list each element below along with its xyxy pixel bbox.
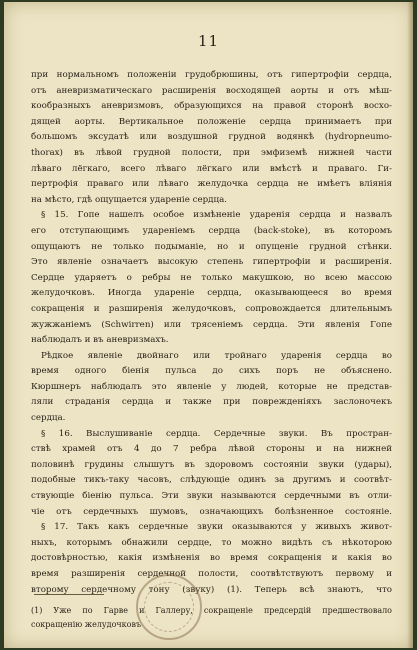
text-line: подобные тикъ-таку часовъ, слѣдующiе одинъ за другимъ и соотвѣт- <box>31 475 392 486</box>
text-line: кообразныхъ аневризмовъ, образующихся на правой сторонѣ восхо- <box>31 101 392 112</box>
footnote-line: (1) Уже по Гарве и Галлеру, сокращенiе предсердiй предшествовало <box>31 606 392 615</box>
text-line: Сердце ударяетъ о ребры не только макушкою, но всею массою <box>31 272 392 283</box>
footnotes <box>31 604 392 632</box>
document-page <box>4 2 413 648</box>
text-line: желудочковъ. Иногда удареніе сердца, оказывающееся во время <box>31 288 392 299</box>
text-line: § 15. Гопе нашелъ особое измѣненіе ударенія сердца и назвалъ <box>41 210 392 221</box>
text-line: наблюдалъ и въ аневризмахъ. <box>31 335 169 346</box>
text-line: чiе отъ сердечныхъ шумовъ, означающихъ болѣзненное состоянiе. <box>31 506 392 517</box>
text-line: ляли страданiя сердца и также при поврежденiяхъ заслоночекъ <box>31 397 392 408</box>
text-line: § 17. Такъ какъ сердечные звуки оказываются у живыхъ живот- <box>41 522 392 533</box>
text-line: Рѣдкое явленiе двойнаго или тройнаго ударенія сердца во <box>41 350 392 361</box>
text-line: время одного бiенiя пульса до сихъ поръ не объяснено. <box>31 366 392 377</box>
text-line: второму сердечному тону (звуку) (1). Теперь всѣ знаютъ, что <box>31 584 392 595</box>
footnote-line: сокращенiю желудочковъ <box>31 620 142 629</box>
page-number: 11 <box>197 32 220 50</box>
footnote-divider <box>34 594 104 595</box>
text-line: на мѣсто, гдѣ ощущается удареніе сердца. <box>31 194 228 205</box>
text-line: Кюршнеръ наблюдалъ это явленiе у людей, которые не представ- <box>31 381 392 392</box>
body-text <box>31 68 392 598</box>
text-line: при нормальномъ положенiи грудобрюшины, отъ гипертрофiи сердца, <box>31 70 392 80</box>
text-line: его отступающимъ ударенiемъ сердца (back-stoke), въ которомъ <box>31 225 392 236</box>
text-line: большомъ эксудатѣ или воздушной грудной водянкѣ (hydropneumo- <box>31 132 392 143</box>
text-line: жужжанiемъ (Schwirren) или трясенiемъ сердца. Эти явленiя Гопе <box>31 319 392 330</box>
text-line: лѣваго лёгкаго, всего лѣваго лёгкаго или вмѣстѣ и праваго. Ги- <box>31 163 392 174</box>
page-edge-shadow <box>407 2 413 648</box>
text-line: время разширенiя сердечной полости, соотвѣтствуютъ первому и <box>31 569 392 579</box>
text-line: ныхъ, которымъ обнажили сердце, то можно видѣть съ нѣкоторою <box>31 537 392 548</box>
text-line: Это явленiе означаетъ высокую степень гипертрофiи и расширенiя. <box>31 257 392 268</box>
text-line: ствующiе бiенiю пульса. Эти звуки называются сердечными въ отли- <box>31 491 392 502</box>
text-line: отъ аневризматическаго расширенiя восходящей аорты и отъ мѣш- <box>31 85 392 96</box>
text-line: ствѣ храмей отъ 4 до 7 ребра лѣвой стороны и на нижней <box>31 444 392 455</box>
text-line: половинѣ грудины слышутъ въ здоровомъ состоянiи звуки (удары), <box>31 459 392 470</box>
text-line: ощущаютъ не только подыманiе, но и опущенiе грудной стѣнки. <box>31 241 392 252</box>
text-line: дящей аорты. Вертикальное положенiе сердца принимаетъ при <box>31 116 392 127</box>
text-line: достовѣрностью, какiя измѣненiя во время сокращенiя и какiя во <box>31 553 392 564</box>
text-line: сердца. <box>31 413 66 424</box>
text-line: § 16. Выслушиванiе сердца. Сердечные звуки. Въ простран- <box>41 428 392 439</box>
text-line: пертрофiя праваго или лѣваго желудочка сердца не имѣетъ влiянiя <box>31 179 392 190</box>
text-line: сокращенiя и разширенiя желудочковъ, сопровождается длительнымъ <box>31 303 392 314</box>
text-line: thorax) въ лѣвой грудной полости, при эмфиземѣ нижней части <box>31 147 392 158</box>
